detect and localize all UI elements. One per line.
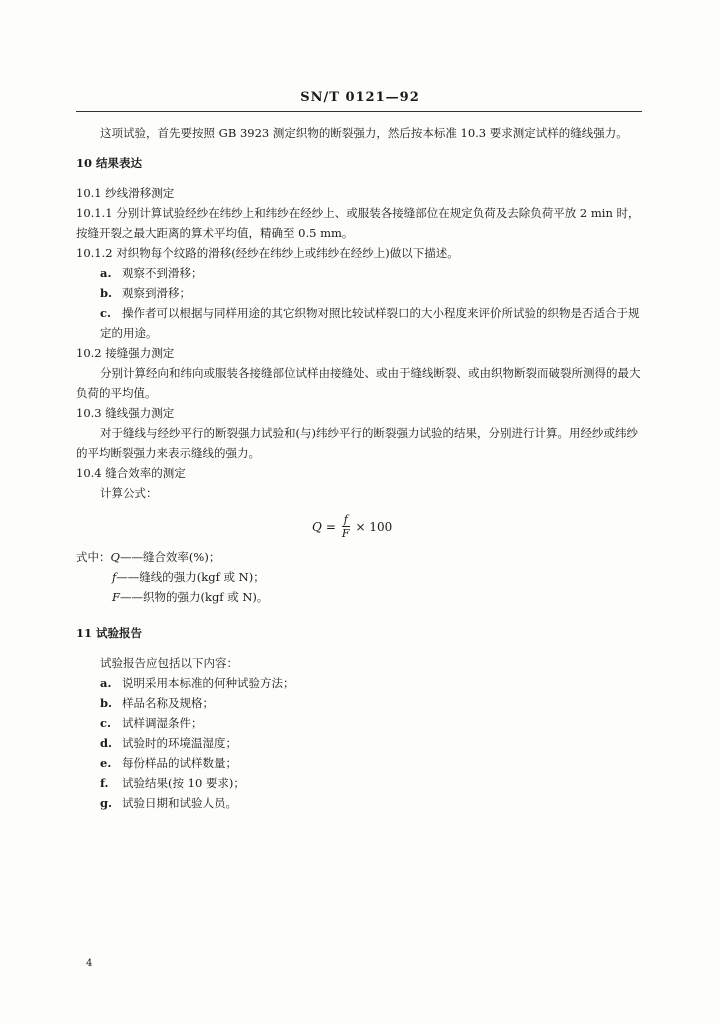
list-item-label: a. bbox=[100, 266, 112, 280]
list-item bbox=[76, 793, 646, 813]
list-item bbox=[76, 263, 646, 283]
list-item bbox=[76, 773, 646, 793]
where-symbol: F bbox=[112, 590, 120, 604]
standard-code-header: SN/T 0121—92 bbox=[300, 90, 420, 105]
list-item bbox=[76, 673, 646, 693]
formula-denominator: F bbox=[341, 527, 350, 540]
list-item-label: f. bbox=[100, 776, 109, 790]
section-10-1-2: 10.1.2 对织物每个纹路的滑移(经纱在纬纱上或纬纱在经纱上)做以下描述。 bbox=[76, 246, 459, 260]
section-10-1-title: 10.1 纱线滑移测定 bbox=[76, 186, 175, 200]
intro-paragraph: 这项试验，首先要按照 GB 3923 测定织物的断裂强力，然后按本标准 10.3 要求测定试样的缝线强力。 bbox=[100, 126, 628, 140]
section-10-title: 10 结果表达 bbox=[76, 156, 143, 170]
section-10-3-title: 10.3 缝线强力测定 bbox=[76, 406, 175, 420]
list-item-text: 操作者可以根据与同样用途的其它织物对照比较试样裂口的大小程度来评价所试验的织物是否适合于规定的用途。 bbox=[100, 306, 640, 340]
formula-numerator: f bbox=[343, 513, 348, 526]
list-item-text: 试验结果(按 10 要求)； bbox=[122, 776, 245, 790]
where-symbol: f bbox=[112, 570, 117, 584]
formula-lead: 计算公式： bbox=[100, 486, 158, 500]
list-item-label: g. bbox=[100, 796, 113, 810]
header-rule bbox=[76, 111, 642, 112]
section-10-2-text: 分别计算经向和纬向或服装各接缝部位试样由接缝处、或由于缝线断裂、或由织物断裂而破裂所测得的最大负荷的平均值。 bbox=[76, 366, 641, 400]
formula-equals: = bbox=[325, 519, 336, 534]
efficiency-formula bbox=[312, 513, 392, 540]
formula-multiplier: × 100 bbox=[355, 519, 393, 534]
list-item bbox=[76, 693, 646, 713]
list-item-label: c. bbox=[100, 716, 112, 730]
page-number: 4 bbox=[86, 958, 93, 969]
list-item-label: c. bbox=[100, 306, 112, 320]
list-item-text: 每份样品的试样数量； bbox=[122, 756, 237, 770]
section-10-4-title: 10.4 缝合效率的测定 bbox=[76, 466, 186, 480]
section-11-lead: 试验报告应包括以下内容： bbox=[100, 656, 238, 670]
list-item bbox=[76, 733, 646, 753]
where-line bbox=[76, 587, 646, 607]
list-item-text: 观察到滑移； bbox=[122, 286, 191, 300]
list-item bbox=[76, 283, 646, 303]
section-10-1-1: 10.1.1 分别计算试验经纱在纬纱上和纬纱在经纱上、或服装各接缝部位在规定负荷及去除负荷平放 2 min 时，按缝开裂之最大距离的算术平均值，精确至 0.5 mm。 bbox=[76, 206, 640, 240]
list-item-label: b. bbox=[100, 696, 113, 710]
list-item-text: 试样调湿条件； bbox=[122, 716, 203, 730]
list-item-label: a. bbox=[100, 676, 112, 690]
where-desc: ——织物的强力(kgf 或 N)。 bbox=[119, 590, 269, 604]
where-line bbox=[76, 567, 646, 587]
section-10-2-title: 10.2 接缝强力测定 bbox=[76, 346, 175, 360]
list-item bbox=[76, 753, 646, 773]
where-line bbox=[76, 547, 646, 567]
list-item-label: b. bbox=[100, 286, 113, 300]
list-item-label: d. bbox=[100, 736, 113, 750]
list-item-text: 试验日期和试验人员。 bbox=[122, 796, 237, 810]
where-prefix: 式中： bbox=[76, 550, 111, 564]
section-10-3-text: 对于缝线与经纱平行的断裂强力试验和(与)纬纱平行的断裂强力试验的结果，分别进行计算。用经纱或纬纱的平均断裂强力来表示缝线的强力。 bbox=[76, 426, 638, 460]
list-item-text: 样品名称及规格； bbox=[122, 696, 214, 710]
formula-fraction bbox=[340, 513, 352, 540]
list-item bbox=[76, 713, 646, 733]
list-item bbox=[76, 303, 646, 343]
formula-row bbox=[76, 505, 646, 545]
document-body bbox=[76, 123, 646, 813]
where-desc: ——缝线的强力(kgf 或 N)； bbox=[116, 570, 265, 584]
where-symbol: Q bbox=[110, 550, 120, 564]
list-item-text: 观察不到滑移； bbox=[122, 266, 203, 280]
list-item-text: 试验时的环境温湿度； bbox=[122, 736, 237, 750]
list-item-label: e. bbox=[100, 756, 112, 770]
section-11-title: 11 试验报告 bbox=[76, 626, 143, 640]
list-item-text: 说明采用本标准的何种试验方法； bbox=[122, 676, 295, 690]
formula-lhs: Q bbox=[312, 519, 322, 534]
where-desc: ——缝合效率(%)； bbox=[119, 550, 221, 564]
